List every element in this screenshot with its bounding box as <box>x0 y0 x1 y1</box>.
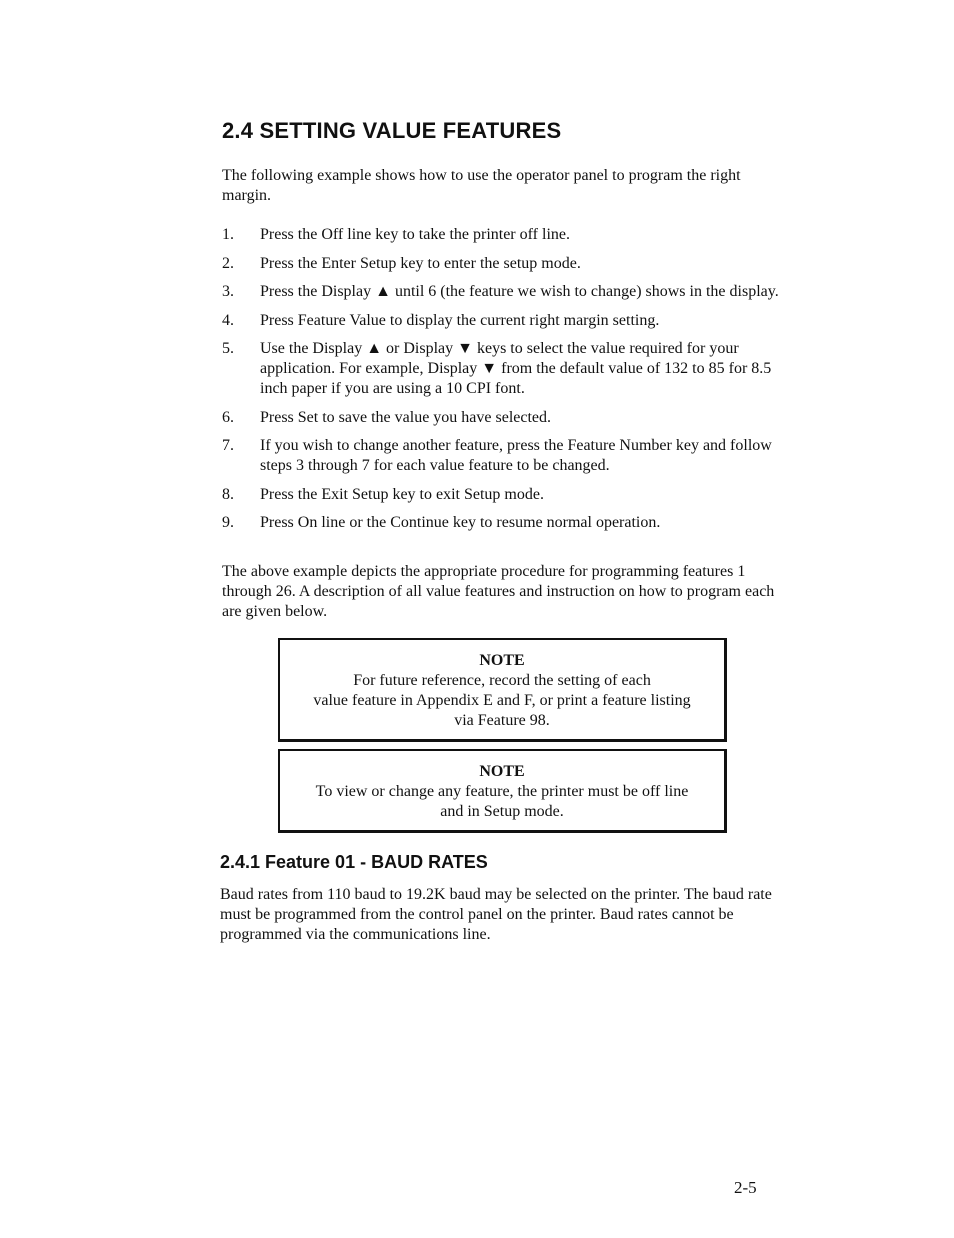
section-heading: 2.4 SETTING VALUE FEATURES <box>222 118 562 143</box>
note-line: For future reference, record the setting of each <box>353 672 651 689</box>
step-text: Press the Exit Setup key to exit Setup mode. <box>260 485 544 503</box>
note-line: value feature in Appendix E and F, or print a feature listing <box>313 692 691 709</box>
step-item <box>222 436 792 476</box>
step-number: 6. <box>222 408 234 426</box>
subsection-heading: 2.4.1 Feature 01 - BAUD RATES <box>220 852 488 872</box>
note-title: NOTE <box>479 652 525 669</box>
note-line: To view or change any feature, the printer must be off line <box>315 783 689 800</box>
step-number: 9. <box>222 514 234 531</box>
step-text: Press Set to save the value you have selected. <box>260 408 552 426</box>
step-number: 2. <box>222 254 234 272</box>
step-text: Press the Off line key to take the printer off line. <box>260 226 570 243</box>
page-number: 2-5 <box>734 1178 757 1197</box>
step-text: Press the Display ▲ until 6 (the feature we wish to change) shows in the display. <box>260 283 779 300</box>
step-number: 4. <box>222 311 234 329</box>
step-text: If you wish to change another feature, press the Feature Number key and follow steps 3 through 7 for each value feature to be changed. <box>260 437 772 474</box>
step-text: Use the Display ▲ or Display ▼ keys to select the value required for your application. For example, Display ▼ from the default value of 132 to 85 for 8.5 inch paper if you are using a 10 CPI font. <box>260 340 772 397</box>
note-box-reference <box>278 638 727 742</box>
step-text: Press Feature Value to display the current right margin setting. <box>260 311 660 329</box>
note-line: via Feature 98. <box>454 712 550 729</box>
step-item <box>222 254 792 274</box>
step-item <box>222 282 792 302</box>
summary-paragraph: The above example depicts the appropriate procedure for programming features 1 through 26. A description of all value features and instruction on how to program each are given below. <box>222 563 775 620</box>
step-item <box>222 513 792 533</box>
note-line: and in Setup mode. <box>440 803 564 820</box>
step-number: 3. <box>222 283 234 300</box>
steps-list <box>222 225 792 542</box>
step-number: 5. <box>222 340 234 357</box>
step-number: 8. <box>222 485 234 503</box>
step-number: 1. <box>222 226 234 243</box>
step-item <box>222 225 792 245</box>
note-title: NOTE <box>479 763 525 780</box>
step-item <box>222 339 792 399</box>
note-box-offline <box>278 749 727 833</box>
step-item <box>222 408 792 428</box>
step-text: Press On line or the Continue key to resume normal operation. <box>260 514 661 531</box>
step-text: Press the Enter Setup key to enter the setup mode. <box>260 254 581 272</box>
step-item <box>222 311 792 331</box>
step-number: 7. <box>222 437 234 454</box>
step-item <box>222 485 792 505</box>
baud-paragraph: Baud rates from 110 baud to 19.2K baud may be selected on the printer. The baud rate must be programmed from the control panel on the printer. Baud rates cannot be programmed via the communications line. <box>220 886 772 943</box>
intro-paragraph: The following example shows how to use the operator panel to program the right margin. <box>222 167 741 204</box>
